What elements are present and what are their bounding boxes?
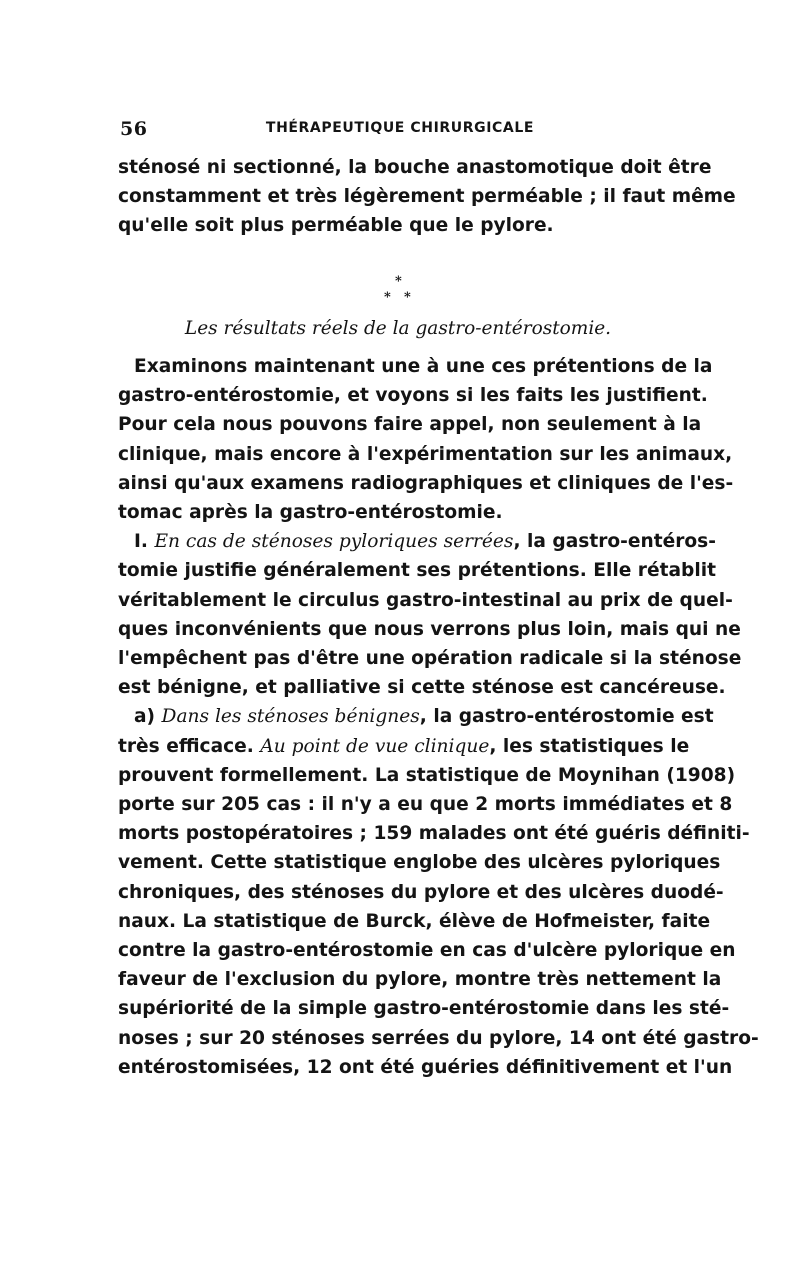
text-line: morts postopératoires ; 159 malades ont été guéris définiti- xyxy=(118,823,750,845)
text-run: , la gastro-entéros- xyxy=(513,531,716,553)
asterisk-glyph: * xyxy=(404,290,411,305)
text-line: naux. La statistique de Burck, élève de Hofmeister, faite xyxy=(118,910,711,932)
text-run: , les statistiques le xyxy=(489,735,690,757)
page-number: 56 xyxy=(120,118,148,140)
text-line: vement. Cette statistique englobe des ulcères pyloriques xyxy=(118,852,721,874)
text-line: tomac après la gastro-entérostomie. xyxy=(118,502,503,524)
text-run: a) xyxy=(134,706,162,728)
italic-phrase: Au point de vue clinique xyxy=(260,735,490,757)
text-line: véritablement le circulus gastro-intestinal au prix de quel- xyxy=(118,589,733,611)
text-line xyxy=(118,702,714,731)
text-run: , la gastro-entérostomie est xyxy=(419,706,714,728)
text-line: gastro-entérostomie, et voyons si les faits les justifient. xyxy=(118,385,708,407)
text-line: prouvent formellement. La statistique de Moynihan (1908) xyxy=(118,764,736,786)
text-line: qu'elle soit plus perméable que le pylore. xyxy=(118,215,554,237)
text-line: Examinons maintenant une à une ces prétentions de la xyxy=(134,356,713,377)
text-line: supériorité de la simple gastro-entérostomie dans les sté- xyxy=(118,998,730,1020)
text-line: faveur de l'exclusion du pylore, montre très nettement la xyxy=(118,969,722,991)
text-run: I. xyxy=(134,531,155,553)
text-line: l'empêchent pas d'être une opération radicale si la sténose xyxy=(118,648,742,670)
text-line: contre la gastro-entérostomie en cas d'ulcère pylorique en xyxy=(118,940,736,962)
paragraph-continuation xyxy=(118,153,736,241)
text-line: clinique, mais encore à l'expérimentation sur les animaux, xyxy=(118,443,733,465)
text-line: constamment et très légèrement perméable ; il faut même xyxy=(118,186,736,208)
section-heading: Les résultats réels de la gastro-entérostomie. xyxy=(184,318,612,339)
main-text xyxy=(118,352,759,1082)
text-line: chroniques, des sténoses du pylore et des ulcères duodé- xyxy=(118,881,724,903)
asterism-separator xyxy=(370,270,430,314)
text-line: ques inconvénients que nous verrons plus loin, mais qui ne xyxy=(118,618,741,640)
text-line: sténosé ni sectionné, la bouche anastomotique doit être xyxy=(118,157,712,178)
asterisk-glyph: * xyxy=(384,290,391,305)
running-title: THÉRAPEUTIQUE CHIRURGICALE xyxy=(265,120,535,136)
asterisk-glyph: * xyxy=(395,274,402,289)
text-line: Pour cela nous pouvons faire appel, non seulement à la xyxy=(118,414,702,436)
page-header xyxy=(120,118,680,142)
text-line: ainsi qu'aux examens radiographiques et cliniques de l'es- xyxy=(118,472,734,494)
italic-phrase: Dans les sténoses bénignes xyxy=(161,706,420,728)
text-line xyxy=(118,732,690,761)
text-line xyxy=(118,527,716,556)
italic-phrase: En cas de sténoses pyloriques serrées xyxy=(154,531,514,553)
text-line: tomie justifie généralement ses prétentions. Elle rétablit xyxy=(118,560,716,582)
text-line: est bénigne, et palliative si cette sténose est cancéreuse. xyxy=(118,677,726,699)
text-line: noses ; sur 20 sténoses serrées du pylore, 14 ont été gastro- xyxy=(118,1027,759,1049)
text-line: entérostomisées, 12 ont été guéries définitivement et l'un xyxy=(118,1056,733,1078)
text-run: très efficace. xyxy=(118,735,261,757)
text-line: porte sur 205 cas : il n'y a eu que 2 morts immédiates et 8 xyxy=(118,794,733,816)
